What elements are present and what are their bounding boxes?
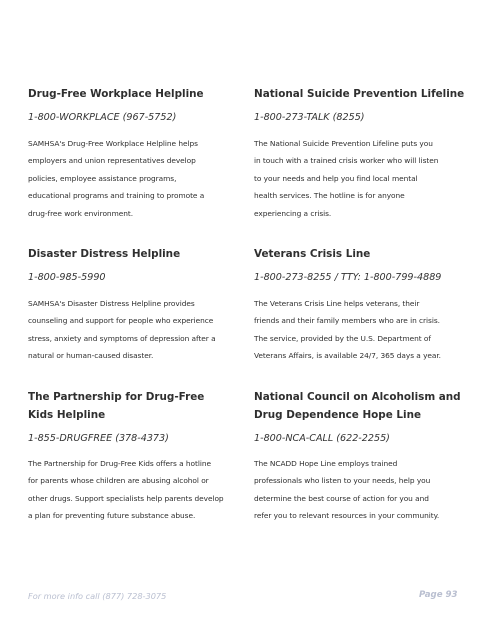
helpline-entry-drug-free-workplace — [28, 86, 233, 222]
entry-description: SAMHSA's Disaster Distress Helpline provides counseling and support for people who experience stress, anxiety and symptoms of depression after a natural or human-caused disaster. — [28, 299, 216, 361]
entry-description: The Veterans Crisis Line helps veterans, their friends and their family members who are in crisis. The service, provided by the U.S. Department of Veterans Affairs, is available 24/7, 365 days a year. — [254, 299, 441, 361]
entry-title: Veterans Crisis Line — [254, 248, 371, 260]
entry-title: National Council on Alcoholism and Drug Dependence Hope Line — [254, 391, 461, 421]
footer-info: For more info call (877) 728-3075 — [28, 591, 167, 601]
entry-phone: 1-800-WORKPLACE (967-5752) — [28, 112, 177, 123]
helpline-entry-disaster-distress — [28, 246, 233, 365]
entry-title: Drug-Free Workplace Helpline — [28, 88, 204, 100]
helpline-entry-veterans-crisis — [254, 246, 464, 365]
entry-description: SAMHSA's Drug-Free Workplace Helpline helps employers and union representatives develop policies, employee assistance programs, educational programs and training to promote a drug-free work environment. — [28, 139, 205, 218]
entry-description: The National Suicide Prevention Lifeline puts you in touch with a trained crisis worker who will listen to your needs and help you find local mental health services. The hotline is for anyone experiencing a crisis. — [254, 139, 439, 218]
entry-phone: 1-800-NCA-CALL (622-2255) — [254, 433, 390, 444]
helpline-entry-ncadd-hope-line — [254, 389, 464, 525]
helpline-entry-suicide-prevention — [254, 86, 464, 222]
entry-title: Disaster Distress Helpline — [28, 248, 181, 260]
helpline-entry-partnership-drug-free-kids — [28, 389, 233, 525]
entry-phone: 1-800-985-5990 — [28, 272, 106, 283]
entry-description: The NCADD Hope Line employs trained professionals who listen to your needs, help you determine the best course of action for you and refer you to relevant resources in your community. — [254, 459, 440, 521]
entry-phone: 1-800-273-8255 / TTY: 1-800-799-4889 — [254, 272, 442, 283]
entry-title: The Partnership for Drug-Free Kids Helpline — [28, 391, 205, 421]
entry-phone: 1-800-273-TALK (8255) — [254, 112, 365, 123]
page-number: Page 93 — [419, 590, 458, 600]
entry-description: The Partnership for Drug-Free Kids offers a hotline for parents whose children are abusing alcohol or other drugs. Support specialists help parents develop a plan for preventing future substance abuse. — [28, 459, 224, 521]
entry-title: National Suicide Prevention Lifeline — [254, 88, 465, 100]
entry-phone: 1-855-DRUGFREE (378-4373) — [28, 433, 169, 444]
